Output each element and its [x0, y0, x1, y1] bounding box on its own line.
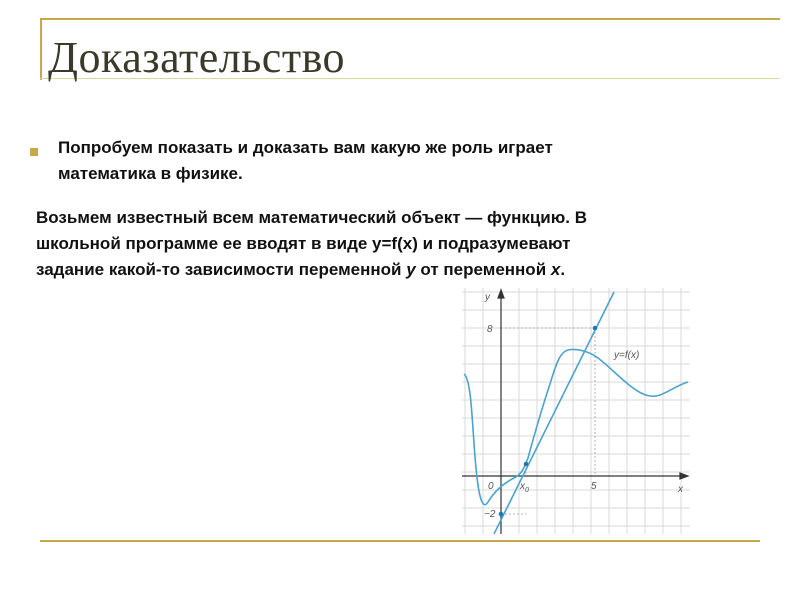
x-axis-label: x [678, 484, 683, 495]
x0-label-x: x [520, 481, 525, 492]
paragraph-line-3-mid: от переменной [415, 260, 551, 279]
graph-grid [462, 288, 690, 534]
point-x0 [524, 462, 529, 467]
tick-x-5: 5 [591, 481, 597, 492]
slide-title: Доказательство [48, 33, 346, 82]
variable-x: x [550, 260, 561, 279]
function-graph [462, 288, 690, 534]
bullet-text [58, 135, 698, 187]
point-upper [593, 326, 598, 331]
y-axis-label: y [485, 292, 490, 303]
curve-label: y=f(x) [614, 350, 640, 361]
tick-y-minus-2: −2 [484, 509, 496, 520]
curve-f [464, 349, 688, 504]
paragraph-line-2: школьной программе ее вводят в виде y=f(x) и подразумевают [36, 234, 571, 253]
frame-left-line [40, 18, 42, 80]
paragraph [36, 205, 736, 283]
point-intercept [499, 512, 504, 517]
paragraph-line-3-end: . [560, 260, 566, 279]
x0-label-subscript: 0 [525, 487, 529, 494]
bullet-marker [30, 148, 38, 156]
bullet-text-line-1: Попробуем показать и доказать вам какую же роль играет [58, 138, 553, 157]
paragraph-line-3 [36, 257, 736, 283]
paragraph-line-3-prefix: задание какой-то зависимости переменной [36, 260, 407, 279]
variable-y: y [406, 260, 416, 279]
frame-bottom-line [40, 540, 760, 542]
graph-guides [501, 328, 595, 514]
tick-y-8: 8 [487, 324, 493, 335]
function-graph-svg [462, 288, 690, 534]
bullet-text-line-2: математика в физике. [58, 164, 243, 183]
graph-axes [462, 290, 688, 534]
x0-label [519, 481, 529, 494]
paragraph-line-1: Возьмем известный всем математический объект — функцию. В [36, 208, 587, 227]
origin-label: 0 [488, 481, 494, 492]
frame-top-line [40, 18, 780, 20]
